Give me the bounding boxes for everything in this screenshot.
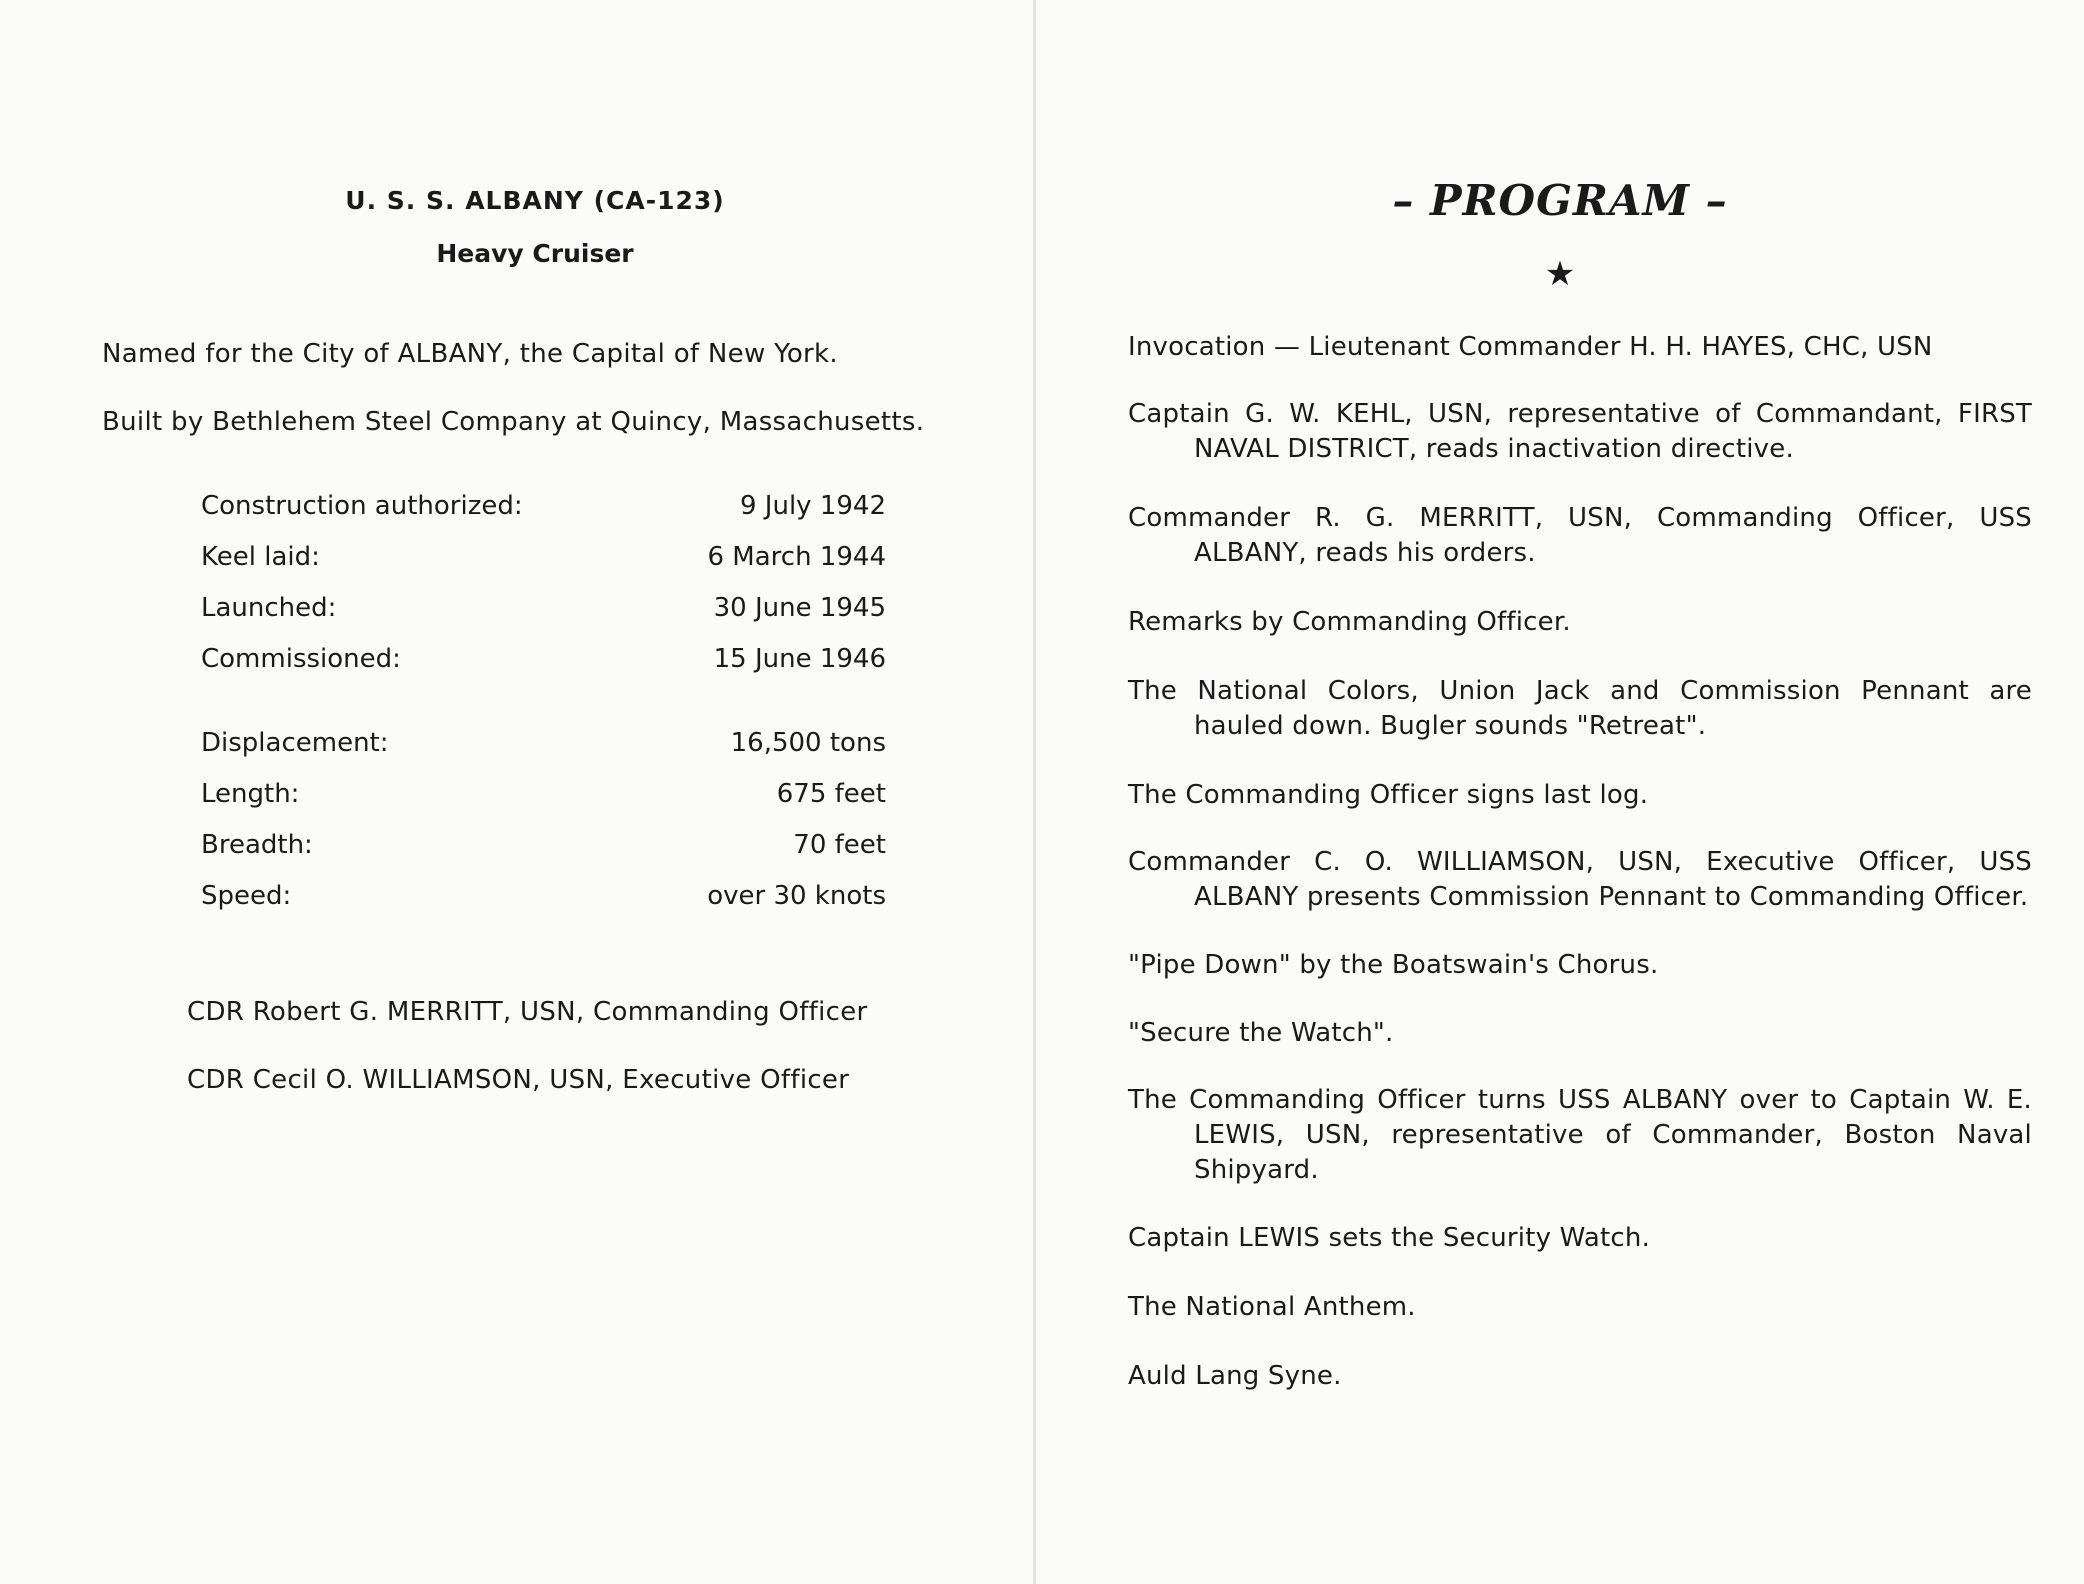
program-item: The Commanding Officer signs last log. bbox=[1128, 780, 1649, 810]
date-value: 30 June 1945 bbox=[713, 593, 886, 623]
program-item: "Pipe Down" by the Boatswain's Chorus. bbox=[1128, 950, 1659, 980]
date-row bbox=[201, 542, 886, 578]
spec-value: 70 feet bbox=[793, 830, 886, 860]
spec-value: over 30 knots bbox=[707, 881, 886, 911]
spec-row bbox=[201, 881, 886, 917]
program-title: – PROGRAM – bbox=[1392, 176, 1728, 225]
spec-value: 16,500 tons bbox=[730, 728, 886, 758]
spec-row bbox=[201, 728, 886, 764]
date-row bbox=[201, 491, 886, 527]
program-item: Auld Lang Syne. bbox=[1128, 1361, 1342, 1391]
left-page bbox=[0, 0, 1033, 1584]
commanding-officer: CDR Robert G. MERRITT, USN, Commanding Officer bbox=[187, 997, 868, 1027]
right-page bbox=[1036, 0, 2084, 1584]
program-item: Captain G. W. KEHL, USN, representative of Commandant, FIRST NAVAL DISTRICT, reads inactivation directive. bbox=[1128, 399, 2032, 464]
program-item: Remarks by Commanding Officer. bbox=[1128, 607, 1571, 637]
executive-officer: CDR Cecil O. WILLIAMSON, USN, Executive Officer bbox=[187, 1065, 850, 1095]
program-item: The National Anthem. bbox=[1128, 1292, 1416, 1322]
program-item: "Secure the Watch". bbox=[1128, 1018, 1394, 1048]
star-icon: ★ bbox=[1544, 254, 1576, 294]
program-item: The Commanding Officer turns USS ALBANY over to Captain W. E. LEWIS, USN, representative of Commander, Boston Naval Shipyard. bbox=[1128, 1085, 2032, 1185]
date-row bbox=[201, 593, 886, 629]
program-item: Captain LEWIS sets the Security Watch. bbox=[1128, 1223, 1651, 1253]
intro-named-for: Named for the City of ALBANY, the Capital of New York. bbox=[102, 339, 838, 369]
spec-label: Speed: bbox=[201, 881, 292, 911]
ship-subtitle: Heavy Cruiser bbox=[436, 239, 634, 268]
spec-row bbox=[201, 830, 886, 866]
date-label: Keel laid: bbox=[201, 542, 320, 572]
date-label: Construction authorized: bbox=[201, 491, 523, 521]
spec-label: Length: bbox=[201, 779, 300, 809]
spec-label: Breadth: bbox=[201, 830, 313, 860]
date-label: Launched: bbox=[201, 593, 337, 623]
spec-label: Displacement: bbox=[201, 728, 389, 758]
spec-row bbox=[201, 779, 886, 815]
intro-built-by: Built by Bethlehem Steel Company at Quincy, Massachusetts. bbox=[102, 407, 925, 437]
date-value: 6 March 1944 bbox=[707, 542, 886, 572]
program-item: Invocation — Lieutenant Commander H. H. HAYES, CHC, USN bbox=[1128, 332, 1933, 362]
ship-title: U. S. S. ALBANY (CA-123) bbox=[345, 186, 725, 215]
date-value: 9 July 1942 bbox=[740, 491, 886, 521]
date-value: 15 June 1946 bbox=[713, 644, 886, 674]
program-item: The National Colors, Union Jack and Commission Pennant are hauled down. Bugler sounds "Retreat". bbox=[1128, 676, 2032, 741]
spec-value: 675 feet bbox=[776, 779, 886, 809]
program-item: Commander C. O. WILLIAMSON, USN, Executive Officer, USS ALBANY presents Commission Pennant to Commanding Officer. bbox=[1128, 847, 2032, 912]
program-item: Commander R. G. MERRITT, USN, Commanding Officer, USS ALBANY, reads his orders. bbox=[1128, 503, 2032, 568]
date-row bbox=[201, 644, 886, 680]
date-label: Commissioned: bbox=[201, 644, 401, 674]
